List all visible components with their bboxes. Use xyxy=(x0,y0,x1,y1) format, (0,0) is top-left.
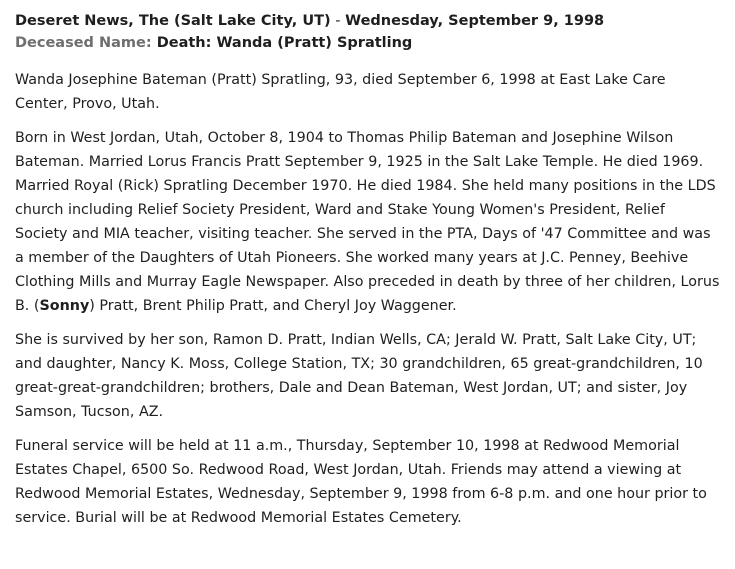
obituary-paragraph-1: Wanda Josephine Bateman (Pratt) Spratling, 93, died September 6, 1998 at East Lake Care Center, Provo, Utah. xyxy=(15,72,666,112)
obituary-paragraph-4: Funeral service will be held at 11 a.m., Thursday, September 10, 1998 at Redwood Memorial Estates Chapel, 6500 So. Redwood Road, West Jordan, Utah. Friends may attend a viewing at Redwood Memorial Estates, Wednesday, September 9, 1998 from 6-8 p.m. and one hour prior to service. Burial will be at Redwood Memorial Estates Cemetery. xyxy=(15,438,707,526)
obituary-paragraph-2 xyxy=(15,126,720,318)
deceased-name-header xyxy=(15,32,735,54)
paragraph-2-text-after: ) Pratt, Brent Philip Pratt, and Cheryl Joy Waggener. xyxy=(89,298,457,314)
publication-date: Wednesday, September 9, 1998 xyxy=(345,13,605,29)
deceased-name-label: Deceased Name: xyxy=(15,35,152,51)
header-separator: - xyxy=(330,13,346,29)
publication-name: Deseret News, The (Salt Lake City, UT) xyxy=(15,13,331,29)
paragraph-2-text-before: Born in West Jordan, Utah, October 8, 1904 to Thomas Philip Bateman and Josephine Wilson Bateman. Married Lorus Francis Pratt September 9, 1925 in the Salt Lake Temple. He died 1969. Married Royal (Rick) Spratling December 1970. He died 1984. She held many positions in the LDS church including Relief Society President, Ward and Stake Young Women's President, Relief Society and MIA teacher, visiting teacher. She served in the PTA, Days of '47 Committee and was a member of the Daughters of Utah Pioneers. She worked many years at J.C. Penney, Beehive Clothing Mills and Murray Eagle Newspaper. Also preceded in death by three of her children, Lorus B. ( xyxy=(15,130,720,314)
nickname-bold: Sonny xyxy=(39,298,90,314)
obituary-paragraph-3: She is survived by her son, Ramon D. Pratt, Indian Wells, CA; Jerald W. Pratt, Salt Lake City, UT; and daughter, Nancy K. Moss, College Station, TX; 30 grandchildren, 65 great-grandchildren, 10 great-great-grandchildren; brothers, Dale and Dean Bateman, West Jordan, UT; and sister, Joy Samson, Tucson, AZ. xyxy=(15,332,703,420)
publication-header xyxy=(15,10,735,32)
deceased-name-value: Death: Wanda (Pratt) Spratling xyxy=(156,35,413,51)
